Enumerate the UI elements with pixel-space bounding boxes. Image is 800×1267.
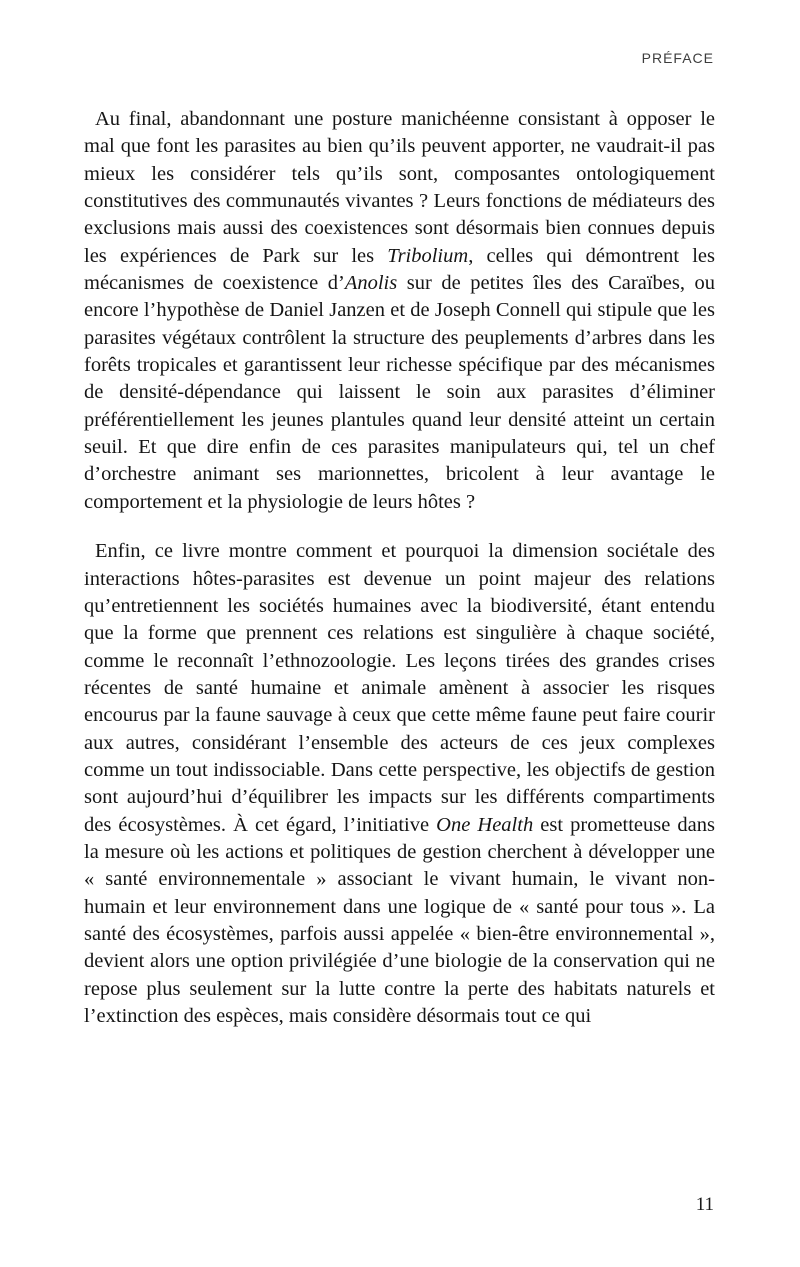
text-segment: est prometteuse dans la mesure où les actions et politiques de gestion cherchent à développer une « santé environnementale » associant le vivant humain, le vivant non-humain et leur environnement dans une logique de « santé pour tous ». La santé des écosystèmes, parfois aussi appelée « bien-être environnemental », devient alors une option privilégiée d’une biologie de la conservation qui ne repose plus seulement sur la lutte contre la perte des habitats naturels et l’extinction des espèces, mais considère désormais tout ce qui <box>84 813 715 1027</box>
page-number: 11 <box>695 1194 714 1215</box>
text-segment: , celles qui démontrent les mécanismes de coexistence d’ <box>84 244 715 295</box>
text-segment: sur de petites îles des Caraïbes, ou encore l’hypothèse de Daniel Janzen et de Joseph Connell qui stipule que les parasites végétaux contrôlent la structure des peuplements d’arbres dans les forêts tropicales et garantissent leur richesse spécifique par des mécanismes de densité-dépendance qui laissent le soin aux parasites d’éliminer préférentiellement les jeunes plantules quand leur densité atteint un certain seuil. Et que dire enfin de ces parasites manipulateurs qui, tel un chef d’orchestre animant ses marionnettes, bricolent à leur avantage le comportement et la physiologie de leurs hôtes ? <box>84 272 715 513</box>
paragraph <box>84 538 715 1030</box>
italic-term: Anolis <box>344 272 398 295</box>
page-footer <box>84 1194 714 1216</box>
text-segment: Au final, abandonnant une posture manichéenne consistant à opposer le mal que font les parasites au bien qu’ils peuvent apporter, ne vaudrait-il pas mieux les considérer tels qu’ils sont, composantes ontologiquement constitutives des communautés vivantes ? Leurs fonctions de médiateurs des exclusions mais aussi des coexistences sont désormais bien connues depuis les expériences de Park sur les <box>84 108 715 267</box>
paragraph <box>84 106 715 516</box>
text-segment: Enfin, ce livre montre comment et pourquoi la dimension sociétale des interactions hôtes-parasites est devenue un point majeur des relations qu’entretiennent les sociétés humaines avec la biodiversité, étant entendu que la forme que prennent ces relations est singulière à chaque société, comme le reconnaît l’ethnozoologie. Les leçons tirées des grandes crises récentes de santé humaine et animale amènent à associer les risques encourus par la faune sauvage à ceux que cette même faune peut faire courir aux autres, considérant l’ensemble des acteurs de ces jeux complexes comme un tout indissociable. Dans cette perspective, les objectifs de gestion sont aujourd’hui d’équilibrer les impacts sur les différents compartiments des écosystèmes. À cet égard, l’initiative <box>84 540 715 836</box>
running-head <box>84 50 714 66</box>
italic-term: Tribolium <box>387 244 469 267</box>
italic-term: One Health <box>436 813 534 836</box>
body-text <box>84 106 715 1030</box>
chapter-header-label: PRÉFACE <box>641 50 714 66</box>
